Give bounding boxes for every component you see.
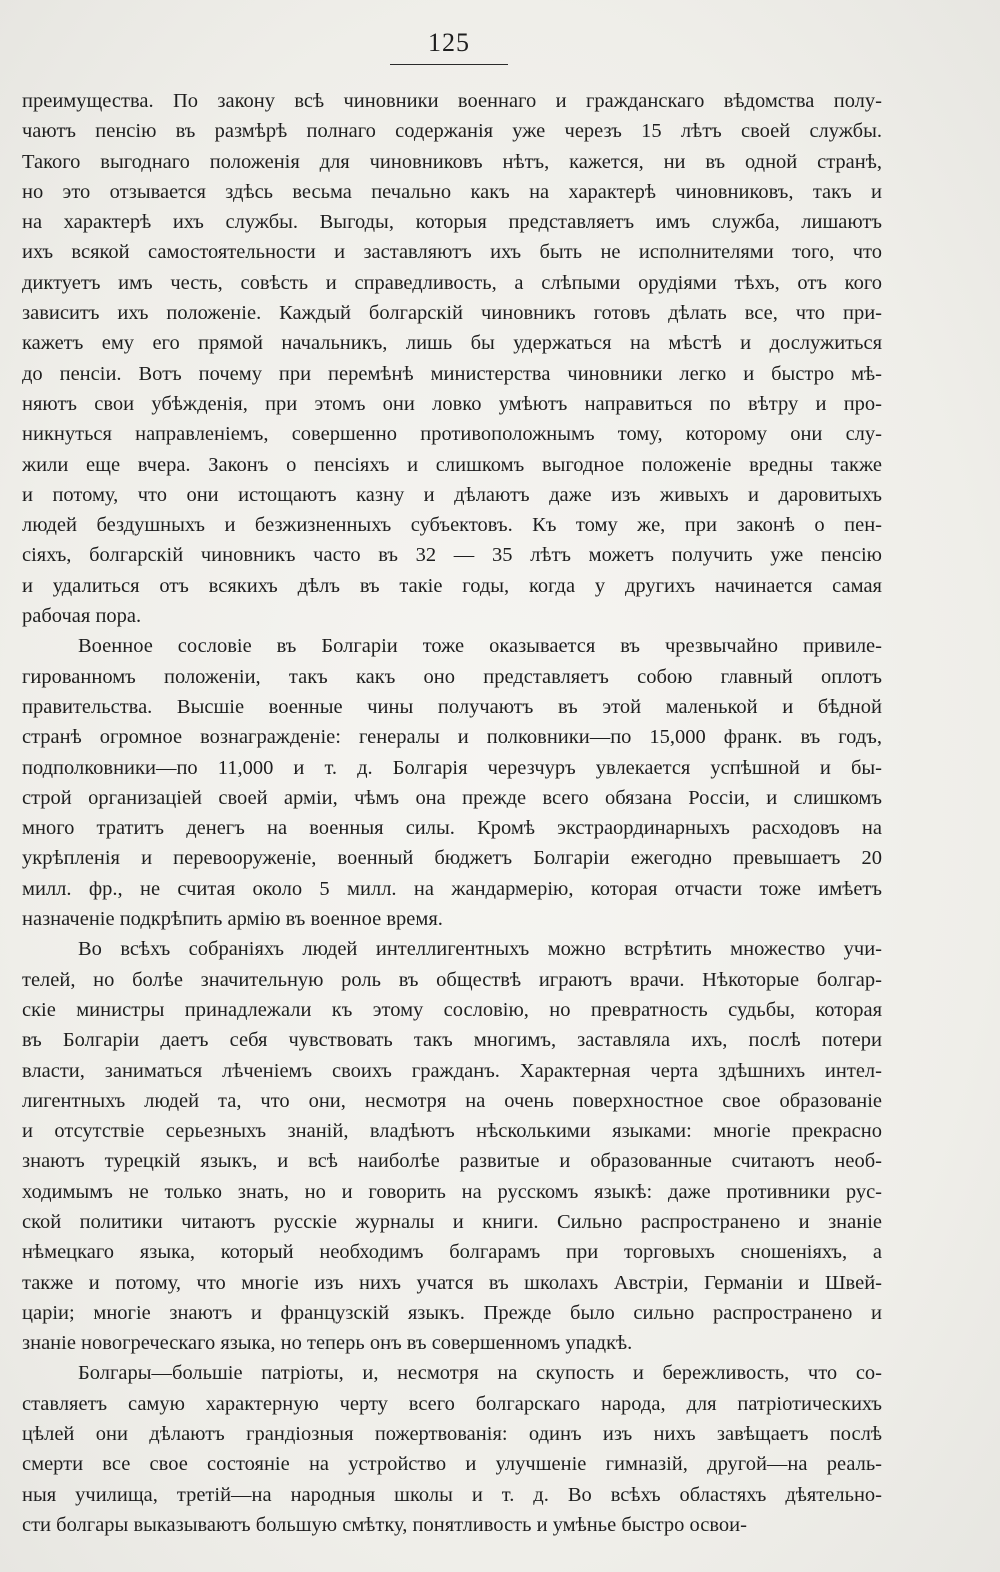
text-line: знаніе новогреческаго языка, но теперь онъ въ совершенномъ упадкѣ. — [22, 1332, 633, 1355]
text-line: назначеніе подкрѣпить армію въ военное время. — [22, 908, 443, 931]
text-line: преимущества. По закону всѣ чиновники военнаго и гражданскаго вѣдомства полу- — [22, 90, 882, 112]
text-line: на характерѣ ихъ службы. Выгоды, которыя представляетъ имъ служба, лишаютъ — [22, 211, 882, 234]
text-line: Такого выгоднаго положенія для чиновниковъ нѣтъ, кажется, ни въ одной странѣ, — [22, 150, 882, 173]
text-line: знаютъ турецкій языкъ, и всѣ наиболѣе развитые и образованные считаютъ необ- — [22, 1150, 882, 1173]
text-line: няютъ свои убѣжденія, при этомъ они ловко умѣютъ направиться по вѣтру и про- — [22, 392, 882, 415]
header-rule — [390, 64, 508, 65]
text-line: много тратитъ денегъ на военныя силы. Кромѣ экстраординарныхъ расходовъ на — [22, 817, 882, 840]
text-line: Военное сословіе въ Болгаріи тоже оказывается въ чрезвычайно привиле- — [78, 635, 882, 658]
text-line: людей бездушныхъ и безжизненныхъ субъектовъ. Къ тому же, при законѣ о пен- — [22, 514, 882, 537]
text-line: власти, заниматься лѣченіемъ своихъ гражданъ. Характерная черта здѣшнихъ интел- — [22, 1059, 882, 1082]
text-line: зависитъ ихъ положеніе. Каждый болгарскій чиновникъ готовъ дѣлать все, что при- — [22, 302, 882, 325]
text-line: сіяхъ, болгарскій чиновникъ часто въ 32 — 35 лѣтъ можетъ получить уже пенсію — [22, 544, 882, 567]
paragraph — [22, 631, 882, 934]
text-line: также и потому, что многіе изъ нихъ учатся въ школахъ Австріи, Германіи и Швей- — [22, 1271, 882, 1294]
text-line: никнуться направленіемъ, совершенно противоположнымъ тому, которому они слу- — [22, 423, 882, 446]
text-line: но это отзывается здѣсь весьма печально какъ на характерѣ чиновниковъ, такъ и — [22, 180, 882, 203]
text-line: до пенсіи. Вотъ почему при перемѣнѣ министерства чиновники легко и быстро мѣ- — [22, 362, 882, 385]
body-text — [22, 86, 882, 1540]
text-line: диктуетъ имъ честь, совѣсть и справедливость, а слѣпыми орудіями тѣхъ, отъ кого — [22, 271, 882, 294]
text-line: въ Болгаріи даетъ себя чувствовать такъ многимъ, заставляла ихъ, послѣ потери — [22, 1029, 882, 1052]
text-line: и потому, что они истощаютъ казну и дѣлаютъ даже изъ живыхъ и даровитыхъ — [22, 483, 882, 506]
text-line: телей, но болѣе значительную роль въ обществѣ играютъ врачи. Нѣкоторые болгар- — [22, 968, 882, 991]
text-line: ской политики читаютъ русскіе журналы и книги. Сильно распространено и знаніе — [22, 1210, 882, 1233]
paragraph — [22, 86, 882, 631]
text-line: Болгары—большіе патріоты, и, несмотря на скупость и бережливость, что со- — [78, 1362, 882, 1385]
text-line: строй организаціей своей арміи, чѣмъ она прежде всего обязана Россіи, и слишкомъ — [22, 786, 882, 809]
text-line: ихъ всякой самостоятельности и заставляютъ ихъ быть не исполнителями того, что — [22, 241, 882, 264]
text-line: подполковники—по 11,000 и т. д. Болгарія черезчуръ увлекается успѣшной и бы- — [22, 756, 882, 779]
text-line: царіи; многіе знаютъ и французскій языкъ. Прежде было сильно распространено и — [22, 1301, 882, 1324]
text-line: гированномъ положеніи, такъ какъ оно представляетъ собою главный оплотъ — [22, 665, 882, 688]
text-line: нѣмецкаго языка, который необходимъ болгарамъ при торговыхъ сношеніяхъ, а — [22, 1241, 882, 1264]
text-line: жили еще вчера. Законъ о пенсіяхъ и слишкомъ выгодное положеніе вредны также — [22, 453, 882, 476]
text-line: ставляетъ самую характерную черту всего болгарскаго народа, для патріотическихъ — [22, 1392, 882, 1415]
text-line: смерти все свое состояніе на устройство и улучшеніе гимназій, другой—на реаль- — [22, 1453, 882, 1476]
paragraph — [22, 1358, 882, 1540]
text-line: милл. фр., не считая около 5 милл. на жандармерію, которая отчасти тоже имѣетъ — [22, 877, 882, 900]
text-line: сти болгары выказываютъ большую смѣтку, понятливость и умѣнье быстро освои- — [22, 1513, 747, 1536]
text-line: кажетъ ему его прямой начальникъ, лишь бы удержаться на мѣстѣ и дослужиться — [22, 332, 882, 355]
page-number: 125 — [428, 28, 470, 57]
paragraph — [22, 934, 882, 1358]
text-line: укрѣпленія и перевооруженіе, военный бюджетъ Болгаріи ежегодно превышаетъ 20 — [22, 847, 882, 870]
text-line: рабочая пора. — [22, 605, 142, 628]
text-line: Во всѣхъ собраніяхъ людей интеллигентныхъ можно встрѣтить множество учи- — [78, 938, 882, 961]
text-line: скіе министры принадлежали къ этому сословію, но превратность судьбы, которая — [22, 998, 882, 1021]
text-line: правительства. Высшіе военные чины получаютъ въ этой маленькой и бѣдной — [22, 695, 882, 718]
text-line: и отсутствіе серьезныхъ знаній, владѣютъ нѣсколькими языками: многіе прекрасно — [22, 1120, 882, 1143]
text-line: чаютъ пенсію въ размѣрѣ полнаго содержанія уже черезъ 15 лѣтъ своей службы. — [22, 120, 882, 143]
text-line: ходимымъ не только знать, но и говорить на русскомъ языкѣ: даже противники рус- — [22, 1180, 882, 1203]
page-header — [390, 28, 508, 65]
text-line: странѣ огромное вознагражденіе: генералы и полковники—по 15,000 франк. въ годъ, — [22, 726, 882, 749]
text-line: и удалиться отъ всякихъ дѣлъ въ такіе годы, когда у другихъ начинается самая — [22, 574, 882, 597]
text-line: цѣлей они дѣлаютъ грандіозныя пожертвованія: одинъ изъ нихъ завѣщаетъ послѣ — [22, 1423, 882, 1446]
text-line: ныя училища, третій—на народныя школы и т. д. Во всѣхъ областяхъ дѣятельно- — [22, 1483, 882, 1506]
text-line: лигентныхъ людей та, что они, несмотря на очень поверхностное свое образованіе — [22, 1089, 882, 1112]
